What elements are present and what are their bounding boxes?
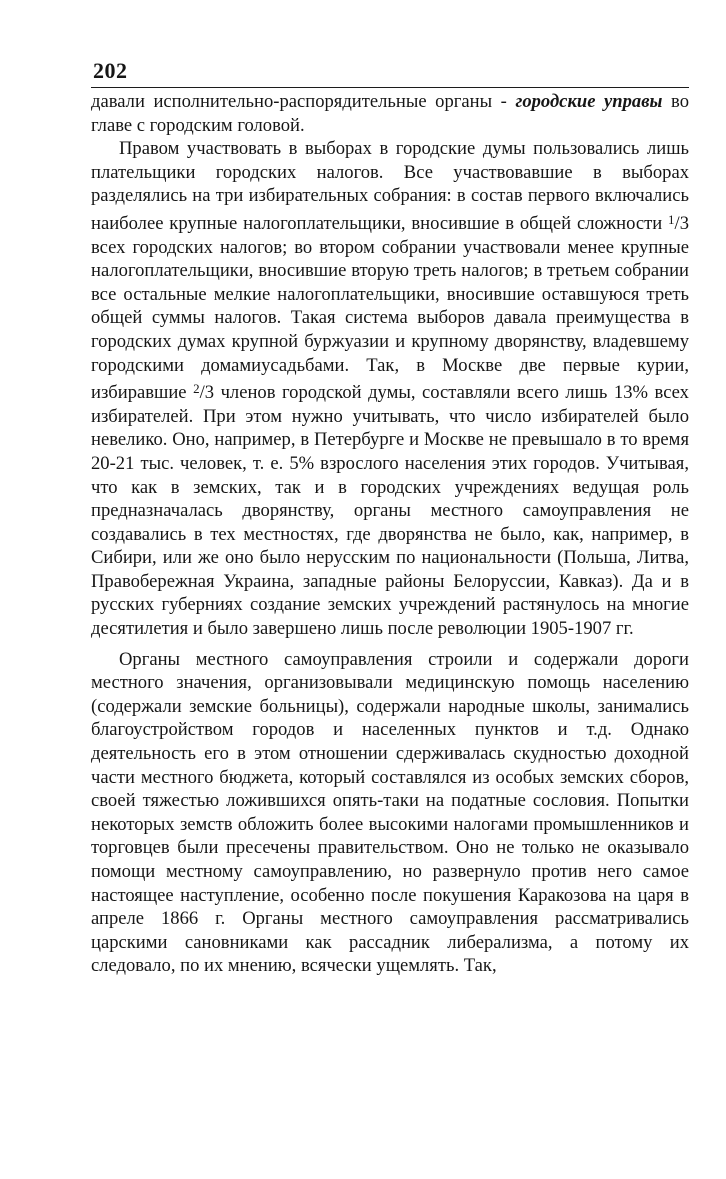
paragraph-1	[91, 90, 689, 137]
paragraph-3: Органы местного самоуправления строили и содержали дороги местного значения, организовывали медицинскую помощь населению (содержали земские больницы), содержали народные школы, занимались благоустройством городов и населенных пунктов и т.д. Однако деятельность его в этом отношении сдерживалась скудностью доходной части местного бюджета, который составлялся из особых земских сборов, своей тяжестью ложившихся опять-таки на податные сословия. Попытки некоторых земств обложить более высокими налогами промышленников и торговцев были пресечены правительством. Оно не только не оказывало помощи местному самоуправлению, но развернуло против него самое настоящее наступление, особенно после покушения Каракозова на царя в апреле 1866 г. Органы местного самоуправления рассматривались царскими сановниками как рассадник либерализма, а потому их следовало, по их мнению, всячески ущемлять. Так,	[91, 648, 689, 977]
paragraph-1-text-b: во главе с городским головой.	[91, 91, 689, 136]
paragraph-2-text-c: членов городской думы, составляли всего лишь 13% всех избирателей. При этом нужно учитывать, что число избирателей было невелико. Оно, например, в Петербурге и Москве не превышало в то время 20-21 тыс. человек, т. е. 5% взрослого населения этих городов. Учитывая, что как в земских, так и в городских учреждениях ведущая роль предназначалась дворянству, органы местного самоуправления не создавались в тех местностях, где дворянства не было, как, например, в Сибири, или же оно было нерусским по национальности (Польша, Литва, Правобережная Украина, западные районы Белоруссии, Кавказ). Да и в русских губерниях создание земских учреждений растянулось на многие десятилетия и было завершено лишь после революции 1905-1907 гг.	[91, 382, 689, 640]
body-text	[91, 90, 689, 978]
fraction-2-numerator: 2	[193, 381, 200, 397]
book-page	[91, 56, 689, 978]
paragraph-2	[91, 137, 689, 640]
paragraph-2-text-a: Правом участвовать в выборах в городские думы пользовались лишь плательщики городских налогов. Все участвовавшие в выборах разделялись на три избирательных собрания: в состав первого включались наиболее крупные налогоплательщики, вносившие в общей сложности	[91, 138, 689, 234]
paragraph-1-text-a: давали исполнительно-распорядительные органы -	[91, 91, 516, 112]
fraction-2-denominator: /3	[199, 382, 215, 404]
paragraph-2-text-b: всех городских налогов; во втором собрании участвовали менее крупные налогоплательщики, вносившие вторую треть налогов; в третьем собрании все остальные мелкие налогоплательщики, вносившие оставшуюся треть общей суммы налогов. Такая система выборов давала преимущества в городских думах крупной буржуазии и крупному дворянству, владевшему городскими домамиусадьбами. Так, в Москве две первые курии, избиравшие	[91, 236, 689, 404]
fraction-1-denominator: /3	[674, 212, 689, 234]
page-header	[91, 56, 689, 88]
fraction-1-numerator: 1	[668, 211, 675, 227]
page-number: 202	[93, 58, 128, 83]
emphasis-term: городские управы	[515, 91, 663, 112]
